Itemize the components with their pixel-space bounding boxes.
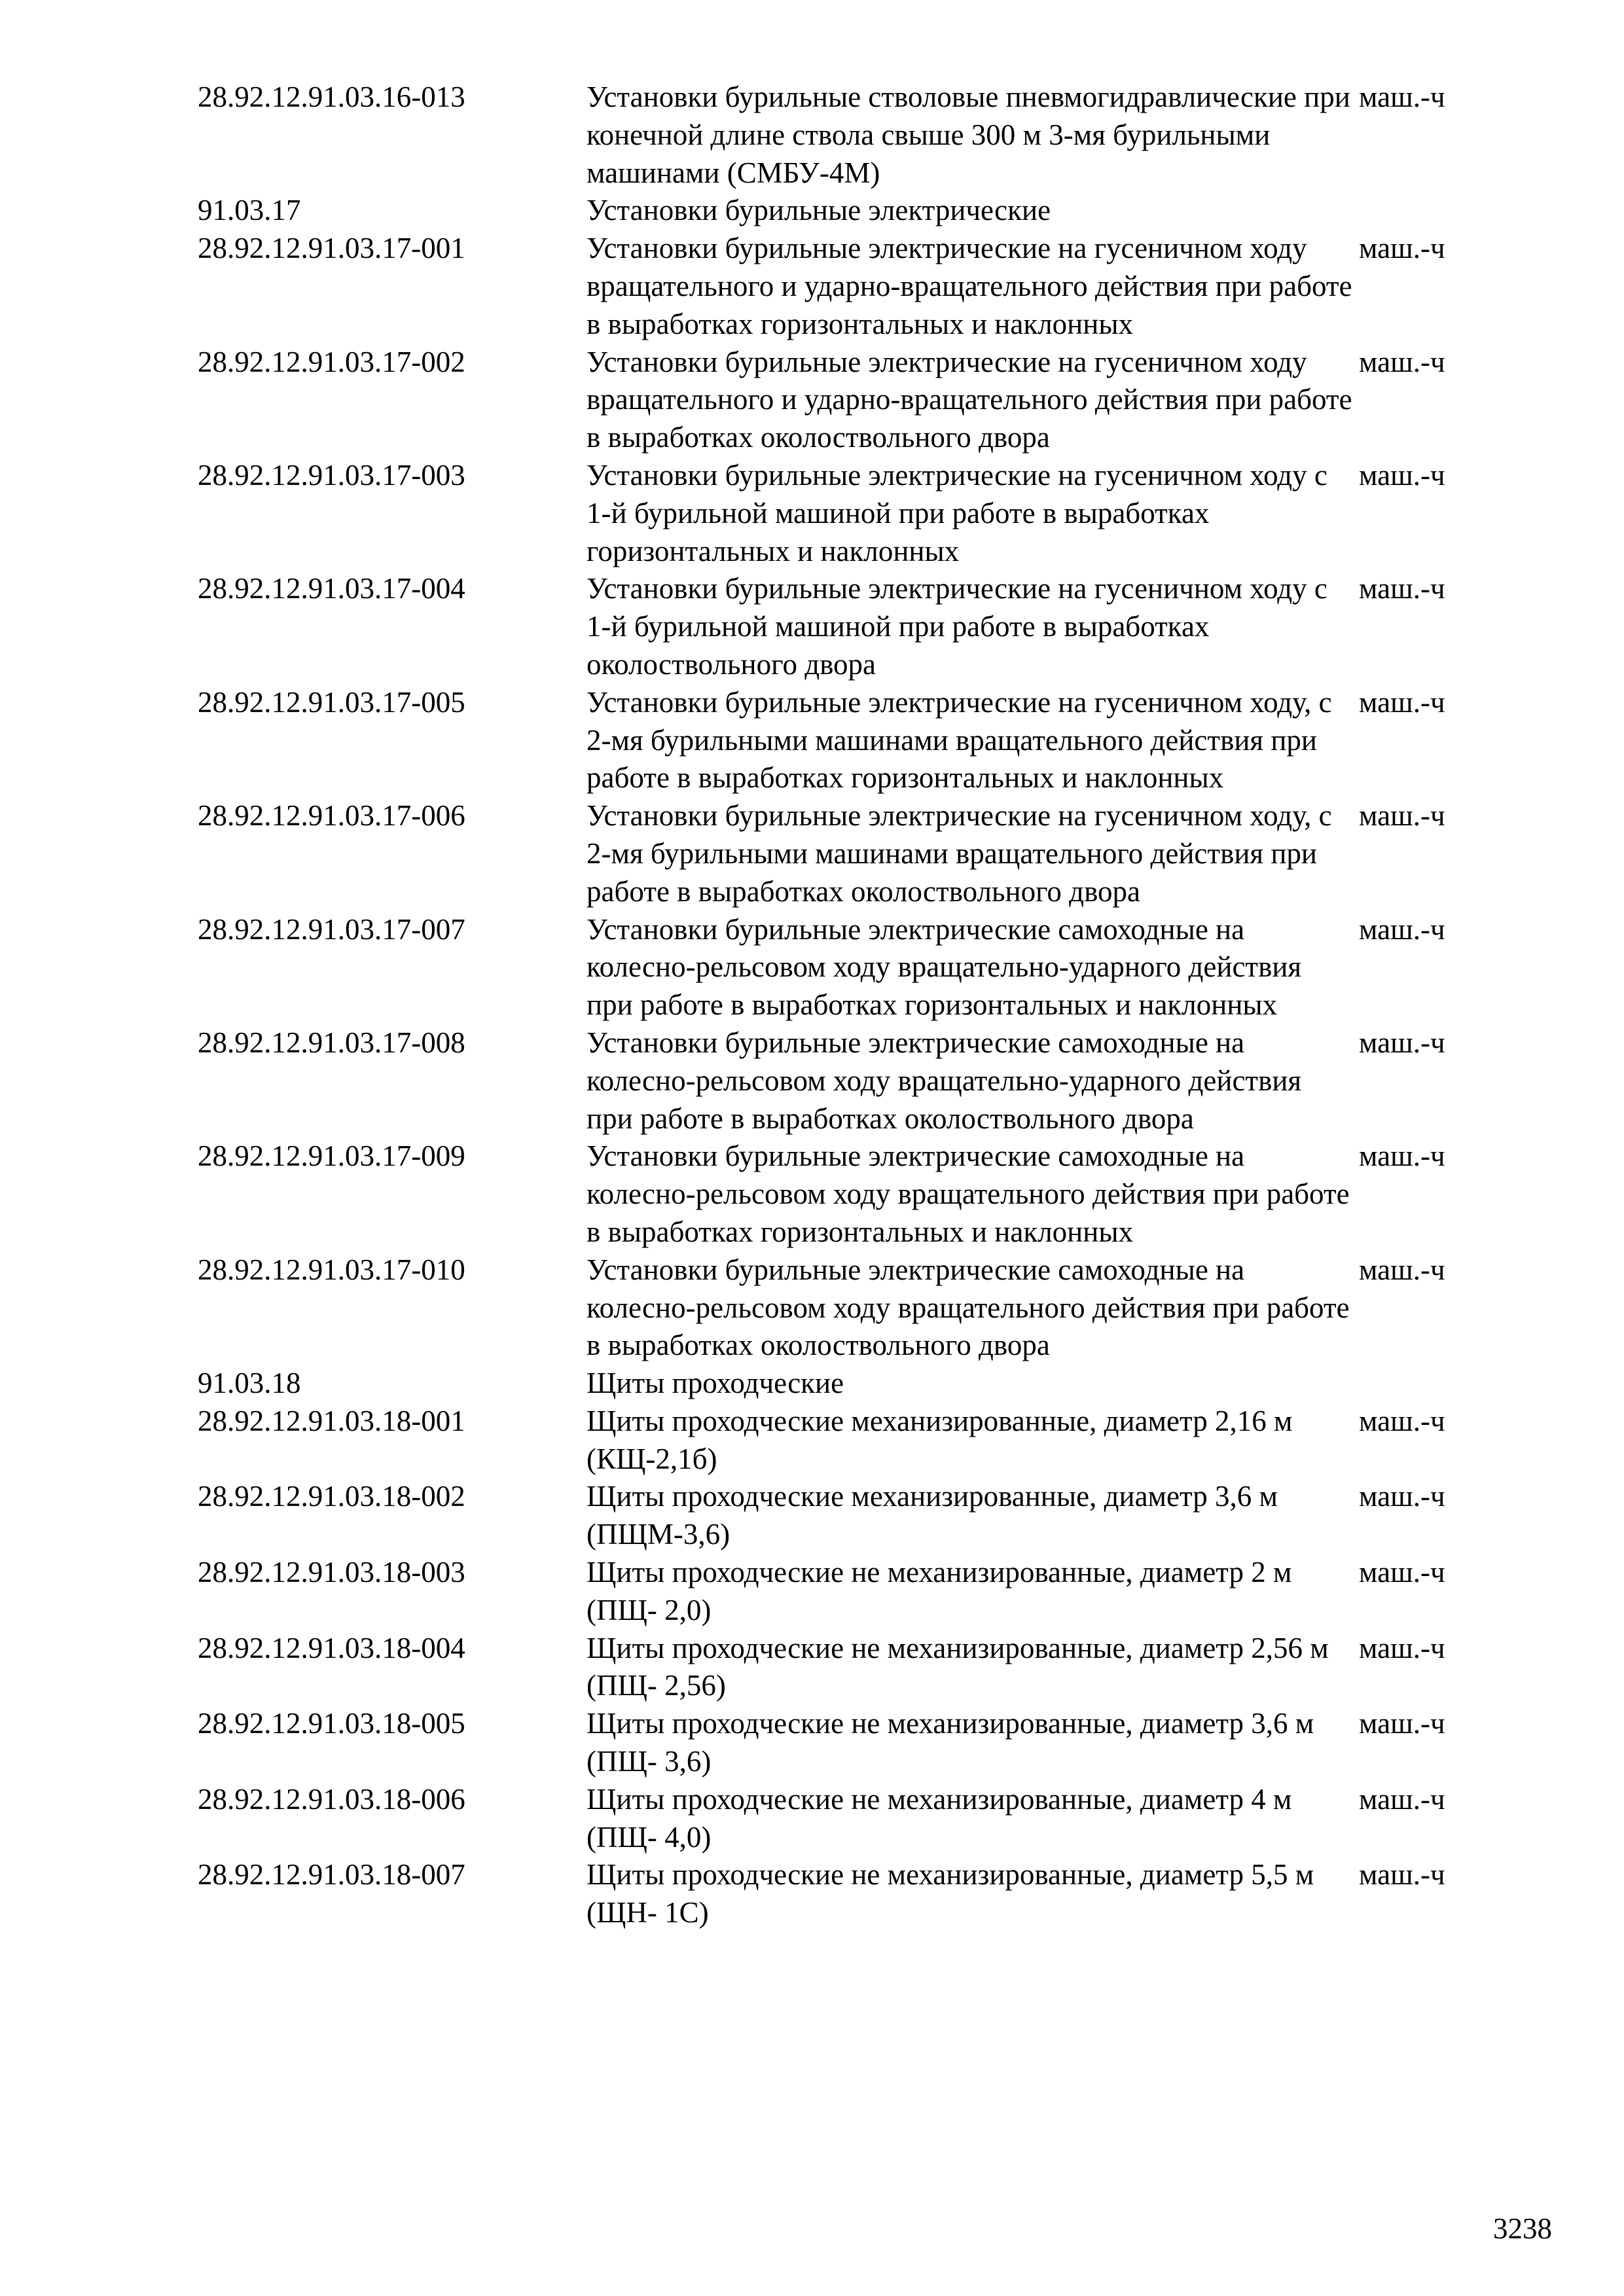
section-code: 91.03.18 bbox=[198, 1367, 301, 1400]
resource-code: 28.92.12.91.03.18-007 bbox=[198, 1858, 465, 1892]
resource-description: Установки бурильные электрические самоходные на колесно-рельсовом ходу вращательно-ударного действия при работе в выработках околоствольного двора bbox=[586, 1026, 1302, 1135]
resource-description: Щиты проходческие не механизированные, диаметр 2,56 м (ПЩ- 2,56) bbox=[586, 1631, 1329, 1702]
resource-code: 28.92.12.91.03.17-002 bbox=[198, 345, 465, 378]
table-row bbox=[198, 1478, 1474, 1554]
table-row bbox=[198, 570, 1474, 683]
page-number: 3238 bbox=[1493, 2212, 1552, 2245]
table-row bbox=[198, 344, 1474, 457]
resource-description: Щиты проходческие механизированные, диаметр 3,6 м (ПЩМ-3,6) bbox=[586, 1480, 1278, 1551]
resource-description: Установки бурильные электрические на гусеничном ходу с 1-й бурильной машиной при работе в выработках горизонтальных и наклонных bbox=[586, 458, 1327, 567]
resource-code: 28.92.12.91.03.17-001 bbox=[198, 232, 465, 265]
table-row bbox=[198, 230, 1474, 343]
resource-code: 28.92.12.91.03.18-006 bbox=[198, 1782, 465, 1816]
table-row bbox=[198, 1251, 1474, 1365]
resource-description: Установки бурильные электрические на гусеничном ходу, с 2-мя бурильными машинами вращательного действия при работе в выработках горизонтальных и наклонных bbox=[586, 685, 1332, 795]
table-row bbox=[198, 1856, 1474, 1932]
resource-description: Установки бурильные электрические самоходные на колесно-рельсовом ходу вращательно-ударного действия при работе в выработках горизонтальных и наклонных bbox=[586, 912, 1302, 1022]
unit-of-measure: маш.-ч bbox=[1359, 1782, 1445, 1816]
resource-description: Щиты проходческие не механизированные, диаметр 5,5 м (ЩН- 1С) bbox=[586, 1858, 1314, 1929]
unit-of-measure: маш.-ч bbox=[1359, 1858, 1445, 1892]
section-title: Щиты проходческие bbox=[586, 1367, 844, 1400]
resource-table bbox=[198, 79, 1474, 1932]
resource-code: 28.92.12.91.03.17-009 bbox=[198, 1139, 465, 1173]
table-row bbox=[198, 1554, 1474, 1630]
resource-code: 28.92.12.91.03.17-010 bbox=[198, 1253, 465, 1286]
unit-of-measure: маш.-ч bbox=[1359, 1139, 1445, 1173]
table-row bbox=[198, 684, 1474, 797]
unit-of-measure: маш.-ч bbox=[1359, 1707, 1445, 1740]
resource-code: 28.92.12.91.03.18-002 bbox=[198, 1480, 465, 1513]
unit-of-measure: маш.-ч bbox=[1359, 1404, 1445, 1437]
table-row bbox=[198, 1138, 1474, 1251]
resource-code: 28.92.12.91.03.17-003 bbox=[198, 458, 465, 492]
table-row bbox=[198, 1781, 1474, 1857]
section-header-row bbox=[198, 192, 1474, 230]
unit-of-measure: маш.-ч bbox=[1359, 1631, 1445, 1664]
table-row bbox=[198, 1403, 1474, 1479]
resource-description: Установки бурильные электрические самоходные на колесно-рельсовом ходу вращательного действия при работе в выработках околоствольного двора bbox=[586, 1253, 1350, 1362]
unit-of-measure: маш.-ч bbox=[1359, 912, 1445, 946]
unit-of-measure: маш.-ч bbox=[1359, 1253, 1445, 1286]
resource-code: 28.92.12.91.03.18-004 bbox=[198, 1631, 465, 1664]
unit-of-measure: маш.-ч bbox=[1359, 685, 1445, 719]
table-row bbox=[198, 1705, 1474, 1781]
unit-of-measure: маш.-ч bbox=[1359, 1026, 1445, 1059]
resource-description: Установки бурильные электрические на гусеничном ходу с 1-й бурильной машиной при работе в выработках околоствольного двора bbox=[586, 572, 1327, 681]
section-header-row bbox=[198, 1365, 1474, 1403]
resource-description: Щиты проходческие не механизированные, диаметр 3,6 м (ПЩ- 3,6) bbox=[586, 1707, 1314, 1778]
table-row bbox=[198, 457, 1474, 570]
unit-of-measure: маш.-ч bbox=[1359, 232, 1445, 265]
section-code: 91.03.17 bbox=[198, 194, 301, 227]
unit-of-measure: маш.-ч bbox=[1359, 458, 1445, 492]
table-row bbox=[198, 1024, 1474, 1138]
resource-code: 28.92.12.91.03.17-007 bbox=[198, 912, 465, 946]
table-row bbox=[198, 1630, 1474, 1706]
unit-of-measure: маш.-ч bbox=[1359, 799, 1445, 833]
unit-of-measure: маш.-ч bbox=[1359, 1480, 1445, 1513]
resource-code: 28.92.12.91.03.17-004 bbox=[198, 572, 465, 605]
resource-description: Щиты проходческие не механизированные, диаметр 4 м (ПЩ- 4,0) bbox=[586, 1782, 1292, 1854]
resource-description: Установки бурильные электрические самоходные на колесно-рельсовом ходу вращательного действия при работе в выработках горизонтальных и наклонных bbox=[586, 1139, 1350, 1248]
resource-description: Установки бурильные электрические на гусеничном ходу, с 2-мя бурильными машинами вращательного действия при работе в выработках околоствольного двора bbox=[586, 799, 1332, 908]
resource-code: 28.92.12.91.03.17-008 bbox=[198, 1026, 465, 1059]
resource-code: 28.92.12.91.03.17-006 bbox=[198, 799, 465, 833]
resource-code: 28.92.12.91.03.18-005 bbox=[198, 1707, 465, 1740]
unit-of-measure: маш.-ч bbox=[1359, 572, 1445, 605]
table-row bbox=[198, 797, 1474, 910]
resource-description: Щиты проходческие механизированные, диаметр 2,16 м (КЩ-2,1б) bbox=[586, 1404, 1293, 1475]
unit-of-measure: маш.-ч bbox=[1359, 81, 1445, 113]
section-title: Установки бурильные электрические bbox=[586, 194, 1051, 227]
table-row bbox=[198, 79, 1474, 192]
resource-description: Щиты проходческие не механизированные, диаметр 2 м (ПЩ- 2,0) bbox=[586, 1556, 1292, 1626]
unit-of-measure: маш.-ч bbox=[1359, 1556, 1445, 1589]
resource-code: 28.92.12.91.03.18-001 bbox=[198, 1404, 465, 1437]
resource-code: 28.92.12.91.03.17-005 bbox=[198, 685, 465, 719]
resource-description: Установки бурильные электрические на гусеничном ходу вращательного и ударно-вращательного действия при работе в выработках горизонтальных и наклонных bbox=[586, 232, 1352, 340]
table-row bbox=[198, 911, 1474, 1024]
resource-code: 28.92.12.91.03.18-003 bbox=[198, 1556, 465, 1589]
unit-of-measure: маш.-ч bbox=[1359, 345, 1445, 378]
resource-description: Установки бурильные электрические на гусеничном ходу вращательного и ударно-вращательного действия при работе в выработках околоствольного двора bbox=[586, 345, 1352, 454]
resource-code: 28.92.12.91.03.16-013 bbox=[198, 81, 465, 113]
resource-description: Установки бурильные стволовые пневмогидравлические при конечной длине ствола свыше 300 м 3-мя бурильными машинами (СМБУ-4М) bbox=[586, 81, 1350, 189]
